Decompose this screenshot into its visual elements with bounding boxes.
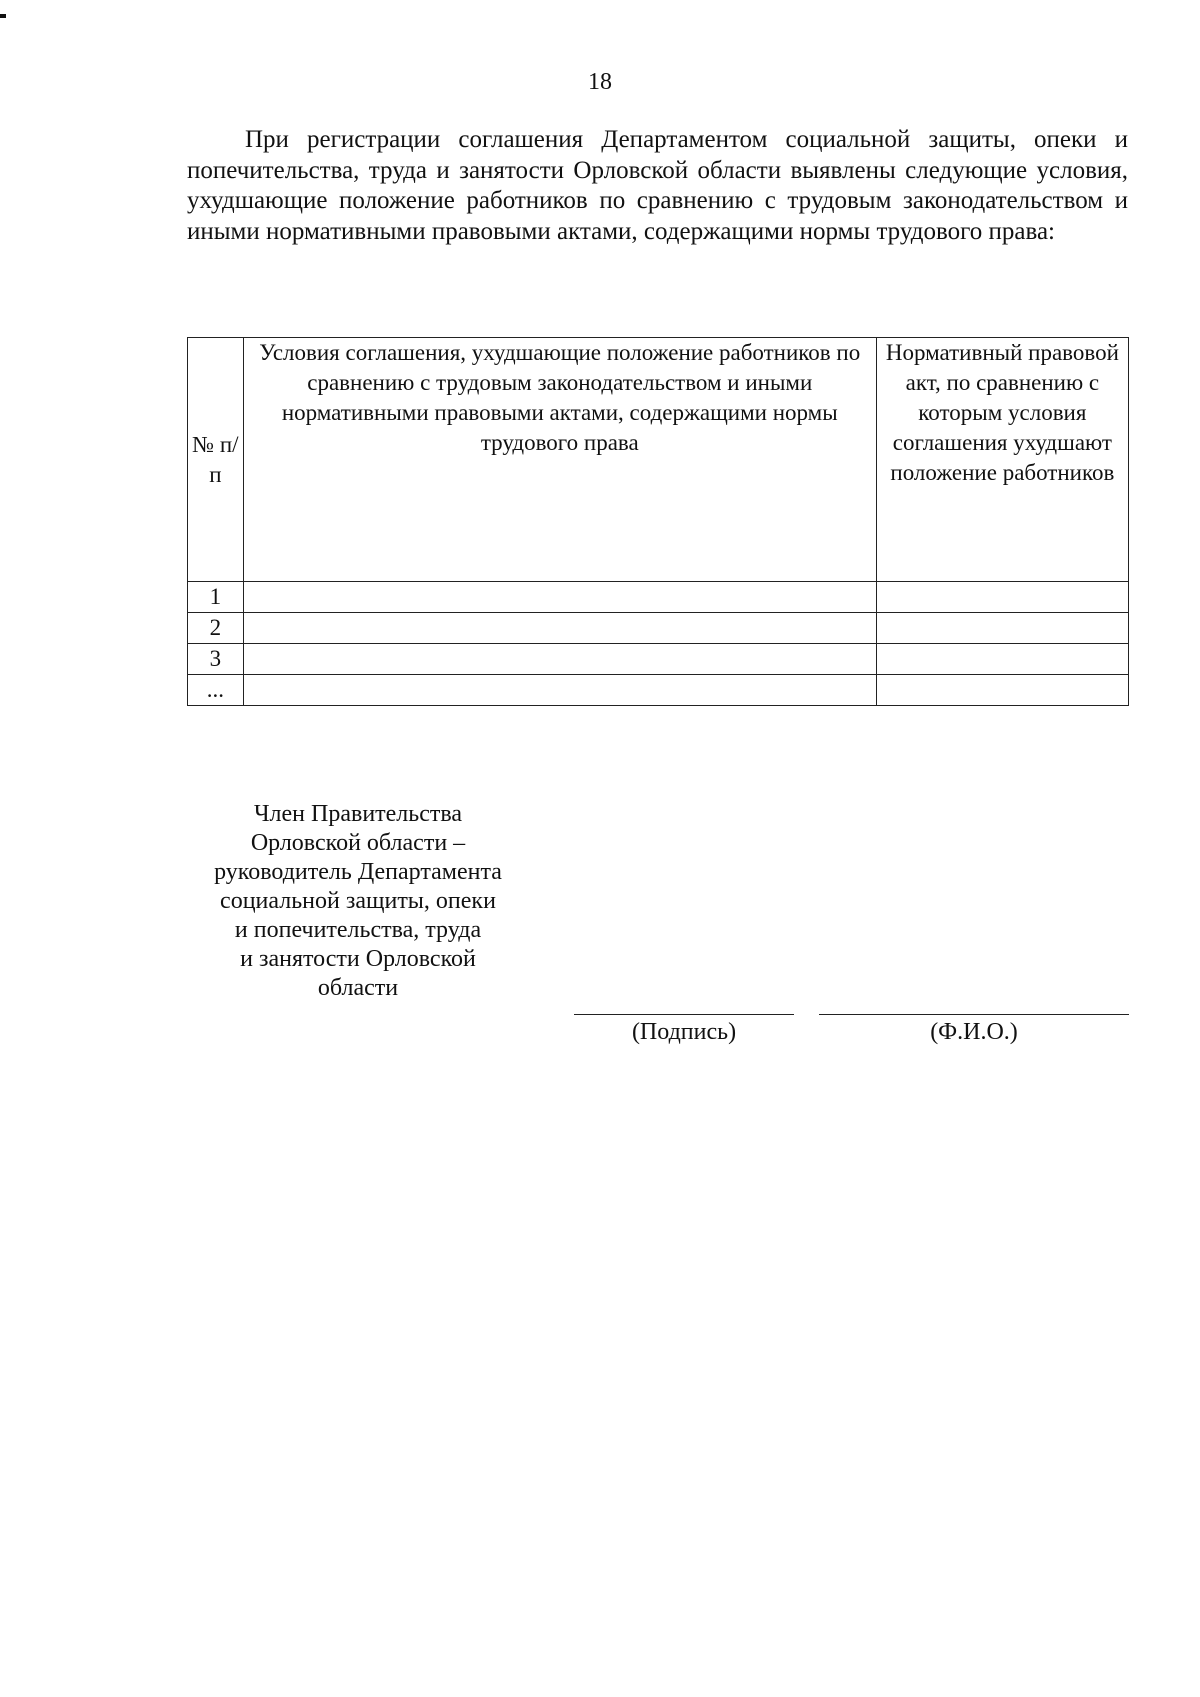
signer-line: руководитель Департамента (214, 859, 502, 885)
header-normative-act: Нормативный правовой акт, по сравнению с которым условия соглашения ухудшают положение работников (876, 338, 1128, 582)
signer-line: социальной защиты, опеки (220, 888, 496, 914)
row-conditions (243, 675, 876, 706)
row-conditions (243, 644, 876, 675)
header-conditions: Условия соглашения, ухудшающие положение работников по сравнению с трудовым законодательством и иными нормативными правовыми актами, содержащими нормы трудового права (243, 338, 876, 582)
scan-corner-mark (0, 14, 6, 18)
table-row (188, 613, 1129, 644)
signature-caption: (Подпись) (631, 1019, 737, 1045)
row-normative-act (876, 613, 1128, 644)
table-row (188, 675, 1129, 706)
row-conditions (243, 613, 876, 644)
signer-line: Член Правительства (253, 801, 463, 827)
signature-line (574, 1014, 794, 1015)
signer-line: области (317, 975, 399, 1001)
intro-paragraph: При регистрации соглашения Департаментом социальной защиты, опеки и попечительства, труда и занятости Орловской области выявлены следующие условия, ухудшающие положение работников по сравнению с трудовым законодательством и иными нормативными правовыми актами, содержащими нормы трудового права: (187, 126, 1128, 245)
header-number: № п/п (188, 338, 244, 582)
row-normative-act (876, 675, 1128, 706)
table-row (188, 582, 1129, 613)
fio-caption: (Ф.И.О.) (930, 1019, 1018, 1045)
row-normative-act (876, 582, 1128, 613)
signer-line: и попечительства, труда (234, 917, 482, 943)
row-number: 3 (188, 644, 244, 675)
fio-line (819, 1014, 1129, 1015)
page-number: 18 (588, 69, 612, 95)
row-normative-act (876, 644, 1128, 675)
signer-position (187, 800, 529, 1003)
row-number: 1 (188, 582, 244, 613)
row-number: 2 (188, 613, 244, 644)
row-conditions (243, 582, 876, 613)
row-number: ... (188, 675, 244, 706)
signer-line: и занятости Орловской (240, 946, 476, 972)
signer-line: Орловской области – (250, 830, 466, 856)
table-header-row (188, 338, 1129, 582)
table-row (188, 644, 1129, 675)
conditions-table (187, 337, 1129, 706)
